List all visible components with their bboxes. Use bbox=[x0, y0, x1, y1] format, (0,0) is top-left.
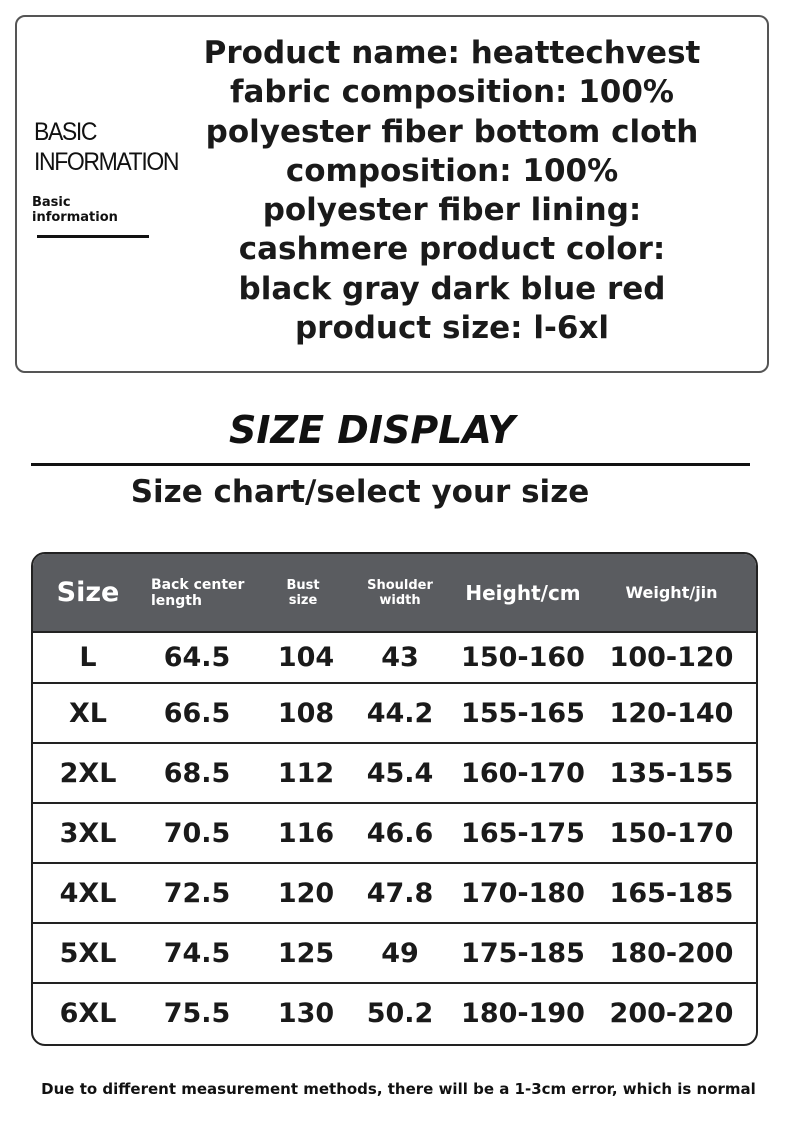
cell-back-center-length: 75.5 bbox=[163, 998, 231, 1030]
header-line: Back center bbox=[151, 576, 245, 593]
table-row bbox=[33, 922, 756, 982]
subheading-line: information bbox=[32, 210, 118, 225]
subheading-line: Basic bbox=[32, 195, 71, 210]
cell-height: 170-180 bbox=[461, 877, 585, 909]
table-row bbox=[33, 862, 756, 922]
cell-weight: 180-200 bbox=[609, 937, 734, 969]
product-line: polyester fiber bottom cloth bbox=[205, 113, 699, 150]
cell-shoulder-width: 45.4 bbox=[366, 757, 434, 789]
cell-size: 6XL bbox=[59, 998, 117, 1030]
cell-size: 4XL bbox=[59, 877, 117, 909]
measurement-note: Due to different measurement methods, there will be a 1-3cm error, which is normal bbox=[41, 1080, 756, 1098]
table-body bbox=[33, 633, 756, 1043]
cell-shoulder-width: 46.6 bbox=[366, 817, 434, 849]
cell-height: 155-165 bbox=[461, 697, 585, 729]
cell-size: 5XL bbox=[59, 937, 117, 969]
cell-back-center-length: 66.5 bbox=[163, 697, 231, 729]
cell-weight: 150-170 bbox=[609, 817, 734, 849]
product-line: composition: 100% bbox=[285, 152, 619, 189]
cell-height: 160-170 bbox=[461, 757, 585, 789]
cell-back-center-length: 72.5 bbox=[163, 877, 231, 909]
cell-height: 150-160 bbox=[461, 642, 585, 673]
cell-bust-size: 125 bbox=[277, 937, 335, 969]
cell-back-center-length: 74.5 bbox=[163, 937, 231, 969]
column-header-bust-size bbox=[251, 578, 361, 608]
cell-bust-size: 116 bbox=[277, 817, 335, 849]
cell-bust-size: 112 bbox=[277, 757, 335, 789]
cell-back-center-length: 70.5 bbox=[163, 817, 231, 849]
cell-shoulder-width: 47.8 bbox=[366, 877, 434, 909]
cell-size: L bbox=[79, 642, 97, 673]
cell-weight: 135-155 bbox=[609, 757, 734, 789]
cell-height: 165-175 bbox=[461, 817, 585, 849]
product-description bbox=[187, 34, 717, 348]
table-row bbox=[33, 982, 756, 1042]
header-line: Bust bbox=[286, 577, 320, 593]
product-line: fabric composition: 100% bbox=[230, 74, 674, 111]
cell-height: 180-190 bbox=[461, 998, 585, 1030]
cell-shoulder-width: 44.2 bbox=[366, 697, 434, 729]
column-header-height: Height/cm bbox=[465, 580, 581, 605]
header-line: size bbox=[288, 592, 318, 608]
cell-bust-size: 120 bbox=[277, 877, 335, 909]
cell-shoulder-width: 43 bbox=[381, 642, 419, 673]
column-header-back-center-length bbox=[143, 577, 251, 609]
section-divider bbox=[31, 463, 750, 466]
heading-line: BASIC bbox=[34, 118, 97, 146]
cell-bust-size: 108 bbox=[277, 697, 335, 729]
table-row bbox=[33, 633, 756, 682]
product-line: cashmere product color: bbox=[238, 231, 666, 268]
column-header-shoulder-width bbox=[361, 578, 439, 608]
product-line: polyester fiber lining: bbox=[262, 192, 642, 229]
cell-back-center-length: 68.5 bbox=[163, 757, 231, 789]
cell-weight: 100-120 bbox=[609, 642, 734, 673]
cell-size: XL bbox=[68, 697, 108, 729]
heading-line: INFORMATION bbox=[34, 148, 179, 176]
heading-underline bbox=[37, 235, 149, 238]
header-line: width bbox=[379, 592, 421, 608]
product-line: Product name: heattechvest bbox=[203, 35, 701, 71]
size-display-subtitle: Size chart/select your size bbox=[130, 474, 590, 510]
header-line: Shoulder bbox=[367, 577, 433, 593]
cell-bust-size: 130 bbox=[277, 998, 335, 1030]
cell-shoulder-width: 50.2 bbox=[366, 998, 434, 1030]
column-header-weight: Weight/jin bbox=[625, 583, 718, 602]
size-chart-table bbox=[31, 552, 758, 1046]
cell-size: 2XL bbox=[59, 757, 117, 789]
cell-weight: 120-140 bbox=[609, 697, 734, 729]
size-display-title: SIZE DISPLAY bbox=[229, 408, 515, 452]
cell-weight: 165-185 bbox=[609, 877, 734, 909]
basic-information-box bbox=[15, 15, 769, 373]
basic-information-heading bbox=[34, 117, 178, 177]
product-line: product size: l-6xl bbox=[294, 310, 610, 347]
header-line: length bbox=[151, 592, 202, 609]
cell-shoulder-width: 49 bbox=[381, 937, 419, 969]
cell-height: 175-185 bbox=[461, 937, 585, 969]
cell-back-center-length: 64.5 bbox=[163, 642, 231, 673]
table-row bbox=[33, 802, 756, 862]
table-row bbox=[33, 742, 756, 802]
cell-bust-size: 104 bbox=[277, 642, 335, 673]
column-header-size: Size bbox=[56, 577, 120, 608]
table-header-row bbox=[33, 554, 756, 633]
cell-weight: 200-220 bbox=[609, 998, 734, 1030]
cell-size: 3XL bbox=[59, 817, 117, 849]
basic-information-subheading bbox=[32, 195, 118, 225]
table-row bbox=[33, 682, 756, 742]
product-line: black gray dark blue red bbox=[238, 270, 666, 307]
